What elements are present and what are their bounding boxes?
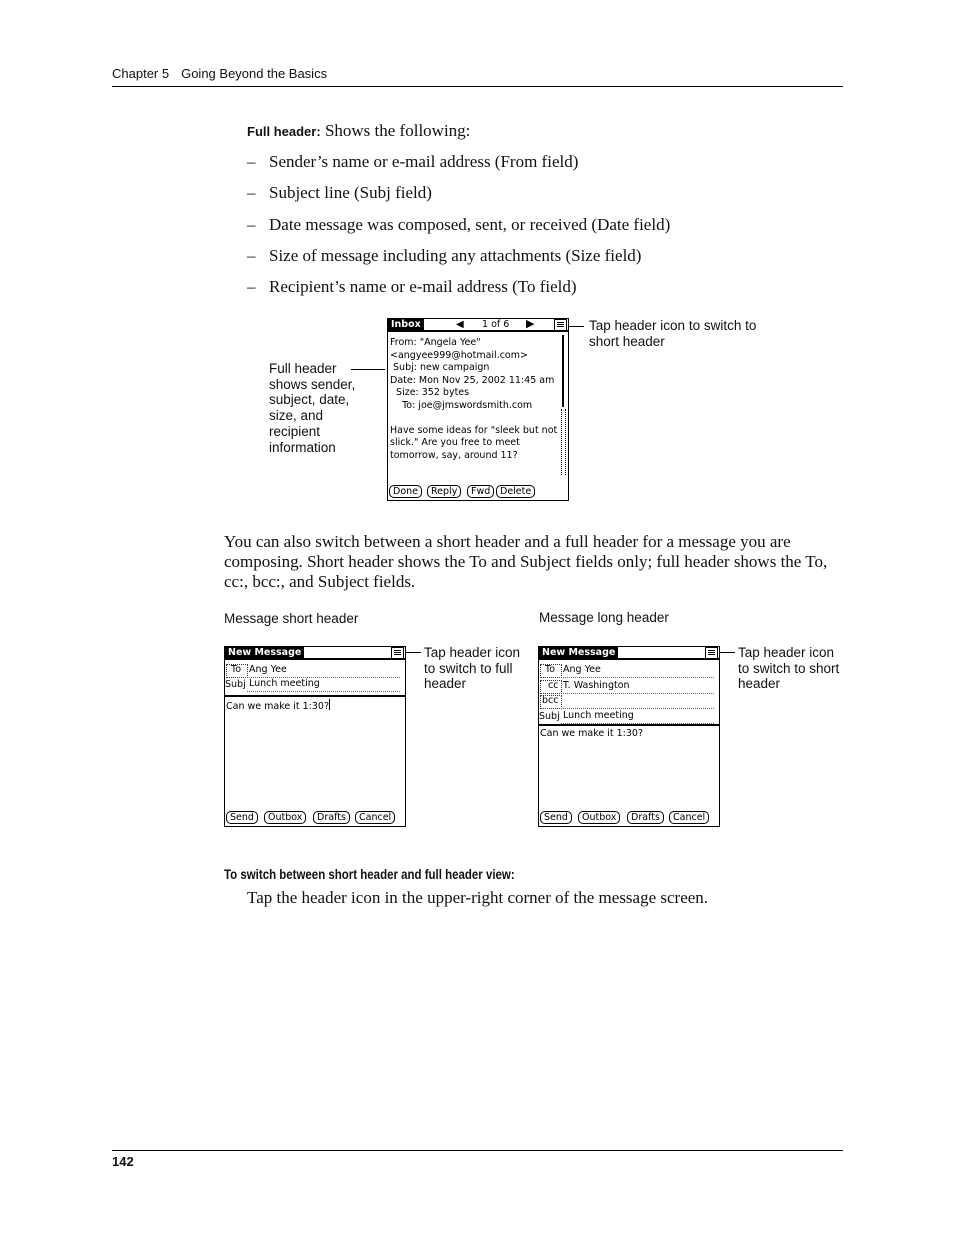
body-line: tomorrow, say, around 11? — [390, 449, 518, 461]
full-header-description: Shows the following: — [324, 121, 471, 140]
body-paragraph: You can also switch between a short header and a full header for a message you are composing. Short header shows the To and Subject fields only; full header shows the To, cc:, bcc:, and Subject fields. — [224, 532, 828, 591]
to-label: To — [231, 664, 242, 675]
forward-button[interactable]: Fwd — [467, 485, 494, 498]
reply-button[interactable]: Reply — [427, 485, 461, 498]
new-message-title: New Message — [539, 647, 618, 659]
header-line: Date: Mon Nov 25, 2002 11:45 am — [390, 374, 555, 386]
short-header-callout: Tap header icon to switch to full header — [424, 645, 521, 692]
drafts-button[interactable]: Drafts — [627, 811, 664, 824]
header-line: To: joe@jmswordsmith.com — [390, 399, 533, 411]
chapter-title: Going Beyond the Basics — [181, 66, 328, 81]
subj-value[interactable]: Lunch meeting — [563, 710, 634, 721]
list-item: – Sender’s name or e-mail address (From field) — [247, 152, 579, 171]
long-header-screen — [538, 646, 720, 827]
to-value[interactable]: Ang Yee — [249, 664, 287, 675]
cc-label: cc — [548, 680, 559, 691]
header-line: Size: 352 bytes — [390, 387, 470, 398]
inbox-left-callout: Full header shows sender, subject, date, size, and recipient information — [269, 361, 356, 455]
subj-label: Subj — [539, 711, 560, 722]
send-button[interactable]: Send — [540, 811, 572, 824]
field-underline — [561, 693, 714, 694]
message-counter: 1 of 6 — [482, 319, 510, 330]
leader-line — [351, 369, 385, 370]
header-toggle-icon[interactable] — [391, 647, 404, 659]
header-rule — [112, 86, 843, 87]
header-line: Subj: new campaign — [390, 362, 490, 373]
list-item: – Date message was composed, sent, or received (Date field) — [247, 215, 671, 234]
next-arrow-icon[interactable]: ▶ — [526, 317, 535, 330]
list-item: – Size of message including any attachments (Size field) — [247, 246, 642, 265]
subj-label: Subj — [225, 679, 246, 690]
chapter-label: Chapter 5 — [112, 66, 170, 81]
leader-line — [568, 326, 584, 327]
long-header-callout: Tap header icon to switch to short header — [738, 645, 840, 692]
body-line: Have some ideas for "sleek but not — [390, 424, 558, 436]
message-body[interactable]: Can we make it 1:30? — [226, 701, 329, 712]
field-underline — [561, 708, 714, 709]
cancel-button[interactable]: Cancel — [355, 811, 395, 824]
list-item: – Subject line (Subj field) — [247, 183, 432, 202]
full-header-term: Full header: — [247, 124, 321, 139]
footer-rule — [112, 1150, 843, 1151]
send-button[interactable]: Send — [226, 811, 258, 824]
cancel-button[interactable]: Cancel — [669, 811, 709, 824]
drafts-button[interactable]: Drafts — [313, 811, 350, 824]
message-body[interactable]: Can we make it 1:30? — [540, 728, 643, 739]
prev-arrow-icon[interactable]: ◀ — [456, 319, 464, 330]
to-label: To — [545, 664, 556, 675]
header-separator — [225, 695, 405, 697]
page-number: 142 — [112, 1154, 134, 1169]
scrollbar[interactable] — [562, 335, 564, 407]
field-underline — [247, 691, 400, 692]
inbox-right-callout: Tap header icon to switch to short header — [589, 318, 757, 349]
header-toggle-icon[interactable] — [554, 319, 567, 331]
inbox-screen — [387, 318, 569, 501]
list-item: – Recipient’s name or e-mail address (To field) — [247, 277, 577, 296]
full-header-definition — [247, 121, 470, 141]
leader-line — [719, 652, 735, 653]
done-button[interactable]: Done — [389, 485, 422, 498]
inbox-title: Inbox — [388, 319, 424, 331]
leader-line — [405, 652, 421, 653]
header-line: From: "Angela Yee" — [390, 337, 481, 348]
cc-value[interactable]: T. Washington — [563, 680, 630, 691]
to-value[interactable]: Ang Yee — [563, 664, 601, 675]
field-underline — [561, 677, 714, 678]
procedure-step: Tap the header icon in the upper-right corner of the message screen. — [247, 888, 709, 907]
scrollbar-track[interactable] — [561, 409, 566, 475]
running-header — [112, 66, 327, 81]
outbox-button[interactable]: Outbox — [578, 811, 620, 824]
short-header-caption: Message short header — [224, 611, 359, 626]
outbox-button[interactable]: Outbox — [264, 811, 306, 824]
header-line: <angyee999@hotmail.com> — [390, 349, 528, 361]
new-message-title: New Message — [225, 647, 304, 659]
long-header-caption: Message long header — [539, 610, 669, 625]
header-toggle-icon[interactable] — [705, 647, 718, 659]
short-header-screen — [224, 646, 406, 827]
subj-value[interactable]: Lunch meeting — [249, 678, 320, 689]
text-cursor — [329, 699, 330, 710]
delete-button[interactable]: Delete — [496, 485, 535, 498]
bcc-label: bcc — [542, 695, 559, 706]
procedure-heading: To switch between short header and full header view: — [224, 866, 515, 882]
body-line: slick." Are you free to meet — [390, 437, 520, 448]
header-separator — [539, 724, 719, 726]
